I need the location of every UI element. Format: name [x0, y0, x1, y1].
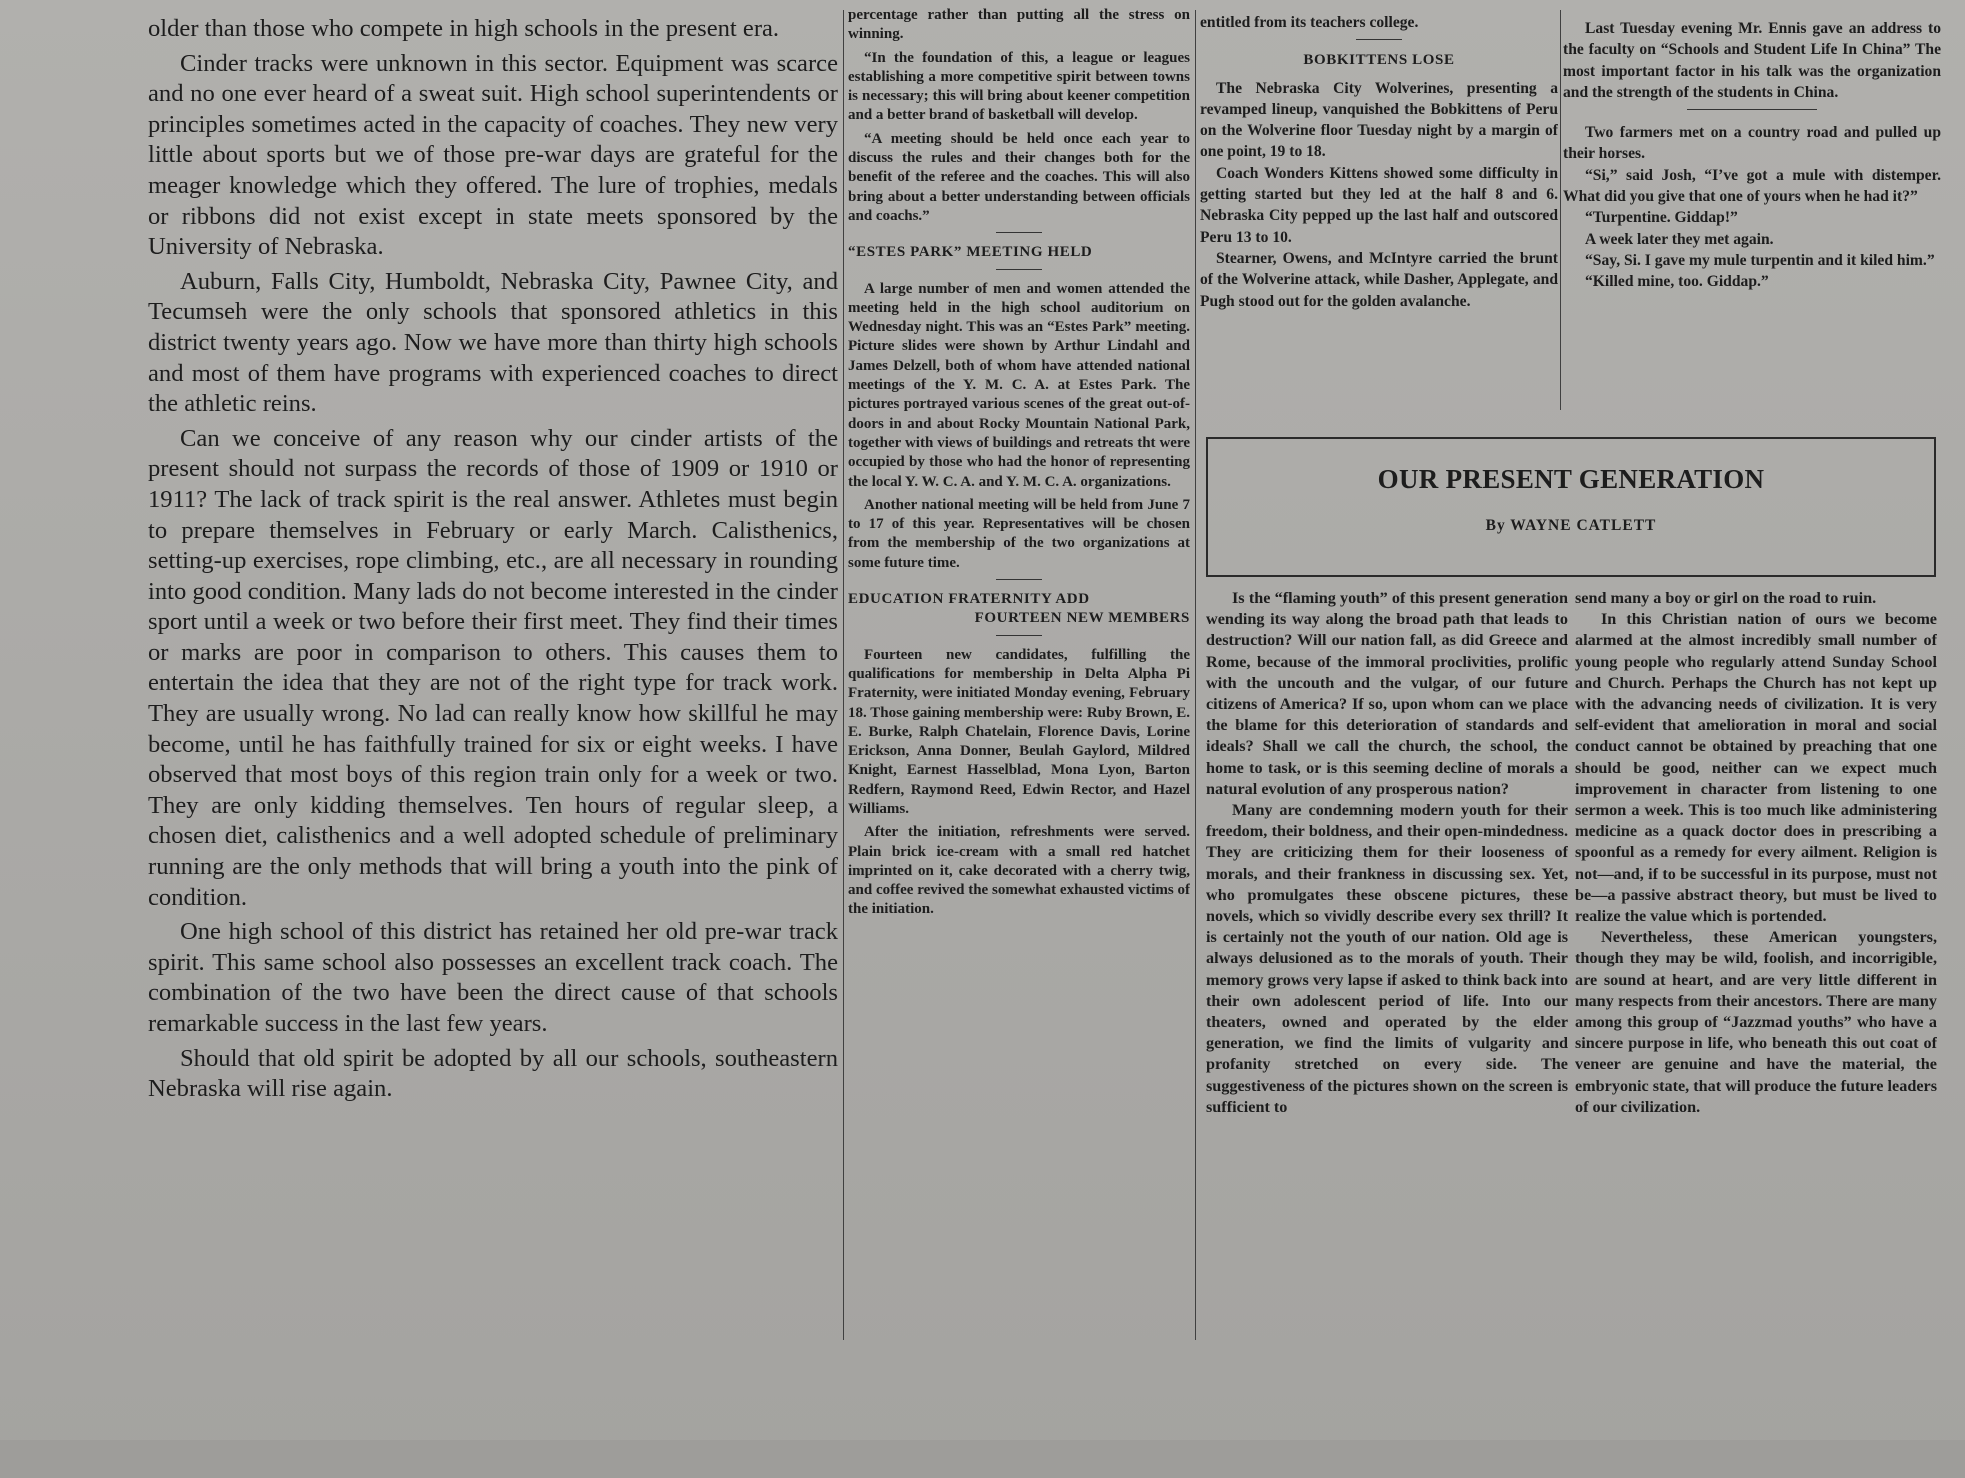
article-paragraph: Cinder tracks were unknown in this sector. Equipment was scarce and no one ever heard of a sweat suit. High school superintendents or principles sometimes acted in the capacity of coaches. They new very little about sports but we of those pre-war days are grateful for the meager knowledge which they offered. The lure of trophies, medals or ribbons did not exist except in state meets sponsored by the University of Nebraska. [148, 49, 838, 261]
article-paragraph: send many a boy or girl on the road to ruin. [1575, 589, 1877, 607]
article-paragraph: entitled from its teachers college. [1200, 14, 1419, 31]
fraternity-headline-line2: FOURTEEN NEW MEMBERS [974, 610, 1190, 627]
article-paragraph: A large number of men and women attended the meeting held in the high school auditorium on Wednesday night. This was an “Estes Park” meeting. Picture slides were shown by Arthur Lindahl and James Delzell, both of whom have attended national meetings of the Y. M. C. A. at Estes Park. The pictures portrayed various scenes of the great out-of-doors in and about Rocky Mountain National Park, together with views of buildings and retreats tht were occupied by those who had the honor of representing the local Y. W. C. A. and Y. M. C. A. organizations. [848, 280, 1190, 490]
article-paragraph: “In the foundation of this, a league or leagues establishing a more competitive spirit between towns is necessary; this will bring about keener competition and a better brand of basketball will develop. [848, 49, 1190, 124]
fraternity-headline-line1: EDUCATION FRATERNITY ADD [848, 591, 1090, 608]
article-paragraph: Is the “flaming youth” of this present generation wending its way along the broad path that leads to destruction? Will our nation fall, as did Greece and Rome, because of the immoral proclivities, prolific with the uncouth and the vulgar, of our future citizens of America? If so, upon whom can we place the blame for this deterioration of standards and ideals? Shall we call the church, the school, the home to task, or is this seeming decline of morals a natural evolution of any prosperous nation? [1206, 589, 1568, 798]
article-paragraph: The Nebraska City Wolverines, presenting a revamped lineup, vanquished the Bobkittens of Peru on the Wolverine floor Tuesday night by a margin of one point, 19 to 18. [1200, 79, 1558, 161]
article-paragraph: “A meeting should be held once each year to discuss the rules and their changes both for the benefit of the referee and the coaches. This will also bring about a better understanding between officials and coachs.” [848, 130, 1190, 224]
feature-title: OUR PRESENT GENERATION [1377, 464, 1765, 494]
article-paragraph: percentage rather than putting all the stress on winning. [848, 7, 1190, 43]
joke-line: A week later they met again. [1585, 230, 1774, 248]
article-paragraph: One high school of this district has retained her old pre-war track spirit. This same school also possesses an excellent track coach. The combination of the two have been the direct cause of that schools remarkable success in the last few years. [148, 918, 838, 1037]
section-rule [996, 232, 1042, 233]
feature-column-right [1575, 588, 1937, 1118]
article-paragraph: Coach Wonders Kittens showed some difficulty in getting started but they led at the half 8 and 6. Nebraska City pepped up the last half and outscored Peru 13 to 10. [1200, 164, 1558, 246]
column-divider [1560, 10, 1561, 410]
joke-line: “Killed mine, too. Giddap.” [1585, 273, 1769, 291]
page-bottom-margin [0, 1440, 1965, 1478]
section-rule [996, 269, 1042, 270]
joke-line: Two farmers met on a country road and pulled up their horses. [1563, 124, 1941, 163]
track-spirit-article [148, 14, 838, 1109]
article-paragraph: Can we conceive of any reason why our cinder artists of the present should not surpass the records of those of 1909 or 1910 or 1911? The lack of track spirit is the real answer. Athletes must begin to prepare themselves in February or early March. Calisthenics, setting-up exercises, rope climbing, etc., are all necessary in rounding into good condition. Many lads do not become interested in the cinder sport until a week or two before their first meet. They find their times or marks are poor in comparison to others. This causes them to entertain the idea that they are not of the right type for track work. They are usually wrong. No lad can really know how skillful he may become, until he has faithfully trained for six or eight weeks. I have observed that most boys of this region train only for a week or two. They are only kidding themselves. Ten hours of regular sleep, a chosen diet, calisthenics and a well adopted schedule of preliminary running are the only methods that will bring a youth into the pink of condition. [148, 424, 838, 911]
article-paragraph: Should that old spirit be adopted by all our schools, southeastern Nebraska will rise again. [148, 1044, 838, 1103]
section-rule [1356, 39, 1402, 40]
section-rule [996, 579, 1042, 580]
bobkittens-headline: BOBKITTENS LOSE [1303, 52, 1455, 69]
joke-line: “Turpentine. Giddap!” [1585, 209, 1738, 227]
column-four [1563, 18, 1941, 293]
article-paragraph: Fourteen new candidates, fulfilling the qualifications for membership in Delta Alpha Pi Fraternity, were initiated Monday evening, February 18. Those gaining membership were: Ruby Brown, E. E. Burke, Ralph Chatelain, Florence Davis, Lorine Erickson, Anna Donner, Beulah Gaylord, Mildred Knight, Earnest Hasselblad, Mona Lyon, Barton Redfern, Raymond Reed, Edwin Rector, and Hazel Williams. [848, 646, 1190, 817]
column-divider [843, 10, 844, 1340]
column-three [1200, 12, 1558, 312]
article-paragraph: Auburn, Falls City, Humboldt, Nebraska City, Pawnee City, and Tecumseh were the only schools that sponsored athletics in this district twenty years ago. Now we have more than thirty high schools and most of them have programs with experienced coaches to direct the athletic reins. [148, 267, 838, 418]
article-paragraph: Another national meeting will be held from June 7 to 17 of this year. Representatives will be chosen from the membership of the two organizations at some future time. [848, 496, 1190, 571]
column-divider [1195, 10, 1196, 1340]
joke-line: “Si,” said Josh, “I’ve got a mule with distemper. What did you give that one of yours when he had it?” [1563, 166, 1941, 206]
article-paragraph: Many are condemning modern youth for their freedom, their boldness, and their open-mindedness. They are criticizing them for their looseness of morals, and their frankness in discussing sex. Yet, who promulgates these obscene pictures, these novels, which so vividly describe every sex thrill? It is certainly not the youth of our nation. Old age is always delusioned as to the morals of youth. Their memory grows very lapse if asked to think back into their own adolescent period of life. Into our theaters, owned and operated by the elder generation, we find the limits of vulgarity and profanity stretched on every side. The suggestiveness of the pictures shown on the screen is sufficient to [1206, 801, 1568, 1116]
section-rule [996, 635, 1042, 636]
article-paragraph: Last Tuesday evening Mr. Ennis gave an address to the faculty on “Schools and Student Life In China” The most important factor in his talk was the organization and the strength of the students in China. [1563, 20, 1941, 101]
article-paragraph: Stearner, Owens, and McIntyre carried the brunt of the Wolverine attack, while Dasher, Applegate, and Pugh stood out for the golden avalanche. [1200, 249, 1558, 310]
estes-park-headline: “ESTES PARK” MEETING HELD [848, 244, 1093, 261]
article-paragraph: older than those who compete in high schools in the present era. [148, 15, 780, 42]
feature-column-left [1206, 588, 1568, 1118]
joke-line: “Say, Si. I gave my mule turpentin and it kiled him.” [1585, 251, 1935, 269]
feature-headline-box [1206, 437, 1936, 577]
feature-byline: By WAYNE CATLETT [1485, 517, 1657, 534]
column-two [848, 6, 1190, 924]
article-paragraph: After the initiation, refreshments were served. Plain brick ice-cream with a small red hatchet imprinted on it, cake decorated with a cherry twig, and coffee revived the somewhat exhausted victims of the initiation. [848, 824, 1190, 918]
article-paragraph: Nevertheless, these American youngsters, though they may be wild, foolish, and incorrigible, are sound at heart, and are very little different in many respects from their ancestors. There are many among this group of “Jazzmad youths” who have a sincere purpose in life, who beneath this out coat of veneer are genuine and have the material, the embryonic state, that will produce the future leaders of our civilization. [1575, 928, 1937, 1116]
section-rule [1687, 109, 1817, 110]
article-paragraph: In this Christian nation of ours we become alarmed at the almost incredibly small number of young people who regularly attend Sunday School and Church. Perhaps the Church has not kept up with the advancing needs of civilization. It is very self-evident that amelioration in moral and social conduct cannot be obtained by preaching that one should be good, neither can we expect much improvement in character from listening to one sermon a week. This is too much like administering medicine as a quack doctor does in prescribing a spoonful as a remedy for every ailment. Religion is not—and, if to be successful in its purpose, must not be—a passive abstract theory, but must be lived to realize the value which is portended. [1575, 610, 1937, 926]
